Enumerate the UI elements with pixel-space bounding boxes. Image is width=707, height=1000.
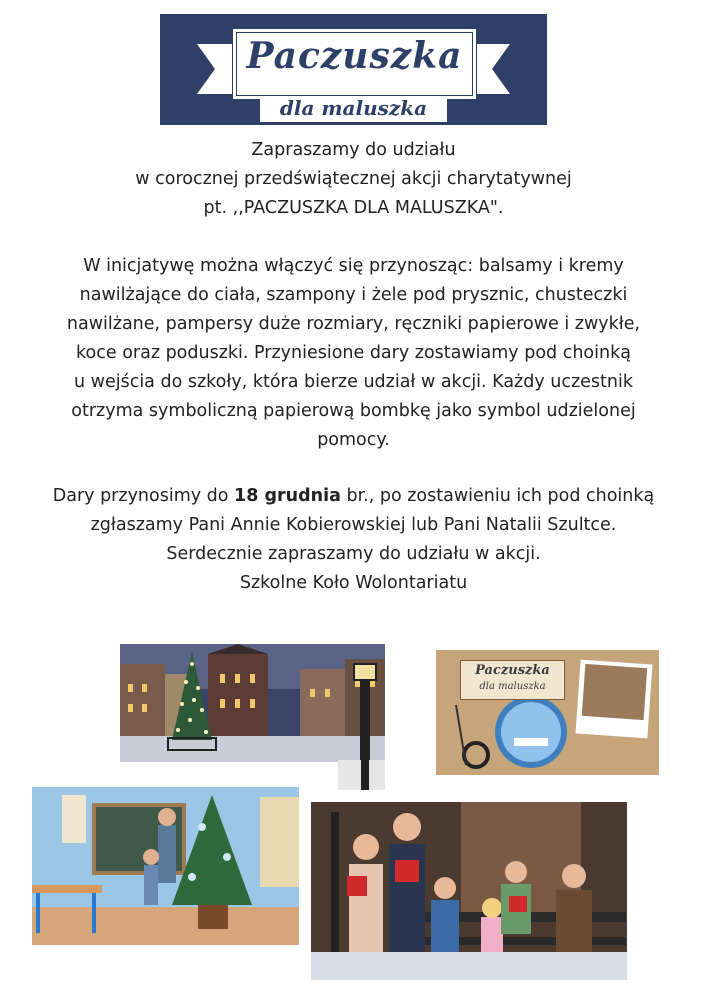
photo-christmas-square: [120, 644, 385, 762]
closing-line: zgłaszamy Pani Annie Kobierowskiej lub Pani Natalii Szultce.: [90, 515, 617, 535]
photo-christmas-square-edge: [338, 760, 385, 790]
details-line: nawilżane, pampersy duże rozmiary, ręczniki papierowe i zwykłe,: [66, 314, 641, 334]
details-line: W inicjatywę można włączyć się przynosząc: balsamy i kremy: [83, 256, 624, 276]
signature-line: Szkolne Koło Wolontariatu: [239, 573, 468, 593]
details-text: [20, 252, 687, 455]
logo-subtitle: dla maluszka: [279, 96, 428, 120]
photo-family-gifts: [311, 802, 627, 980]
closing-line-start: Dary przynosimy do: [52, 486, 235, 506]
closing-line: Serdecznie zapraszamy do udziału w akcji.: [166, 544, 541, 564]
intro-line: Zapraszamy do udziału: [251, 140, 456, 160]
closing-line-date: [20, 482, 687, 511]
details-line: otrzyma symboliczną papierową bombkę jako symbol udzielonej: [71, 401, 636, 421]
intro-text: [20, 136, 687, 223]
closing-text: [20, 482, 687, 598]
details-line: koce oraz poduszki. Przyniesione dary zostawiamy pod choinką: [76, 343, 631, 363]
logo-subtitle-strip: [260, 96, 447, 122]
closing-line-end: br., po zostawieniu ich pod choinką: [340, 486, 655, 506]
details-line: nawilżające do ciała, szampony i żele pod prysznic, chusteczki: [79, 285, 628, 305]
header-banner: [160, 14, 547, 125]
photo-campaign-sign: [436, 650, 659, 775]
details-line: u wejścia do szkoły, która bierze udział w akcji. Każdy uczestnik: [73, 372, 634, 392]
logo-card: [232, 28, 477, 100]
sign-subtitle: dla maluszka: [479, 681, 546, 692]
photo-classroom-tree: [32, 787, 299, 945]
details-line: pomocy.: [317, 430, 390, 450]
deadline-date: 18 grudnia: [234, 486, 341, 506]
logo-title: Paczuszka: [246, 35, 463, 77]
intro-line: pt. ,,PACZUSZKA DLA MALUSZKA".: [203, 198, 504, 218]
intro-line: w corocznej przedświątecznej akcji charytatywnej: [135, 169, 572, 189]
sign-title: Paczuszka: [475, 663, 550, 678]
sign-card: [460, 660, 565, 700]
